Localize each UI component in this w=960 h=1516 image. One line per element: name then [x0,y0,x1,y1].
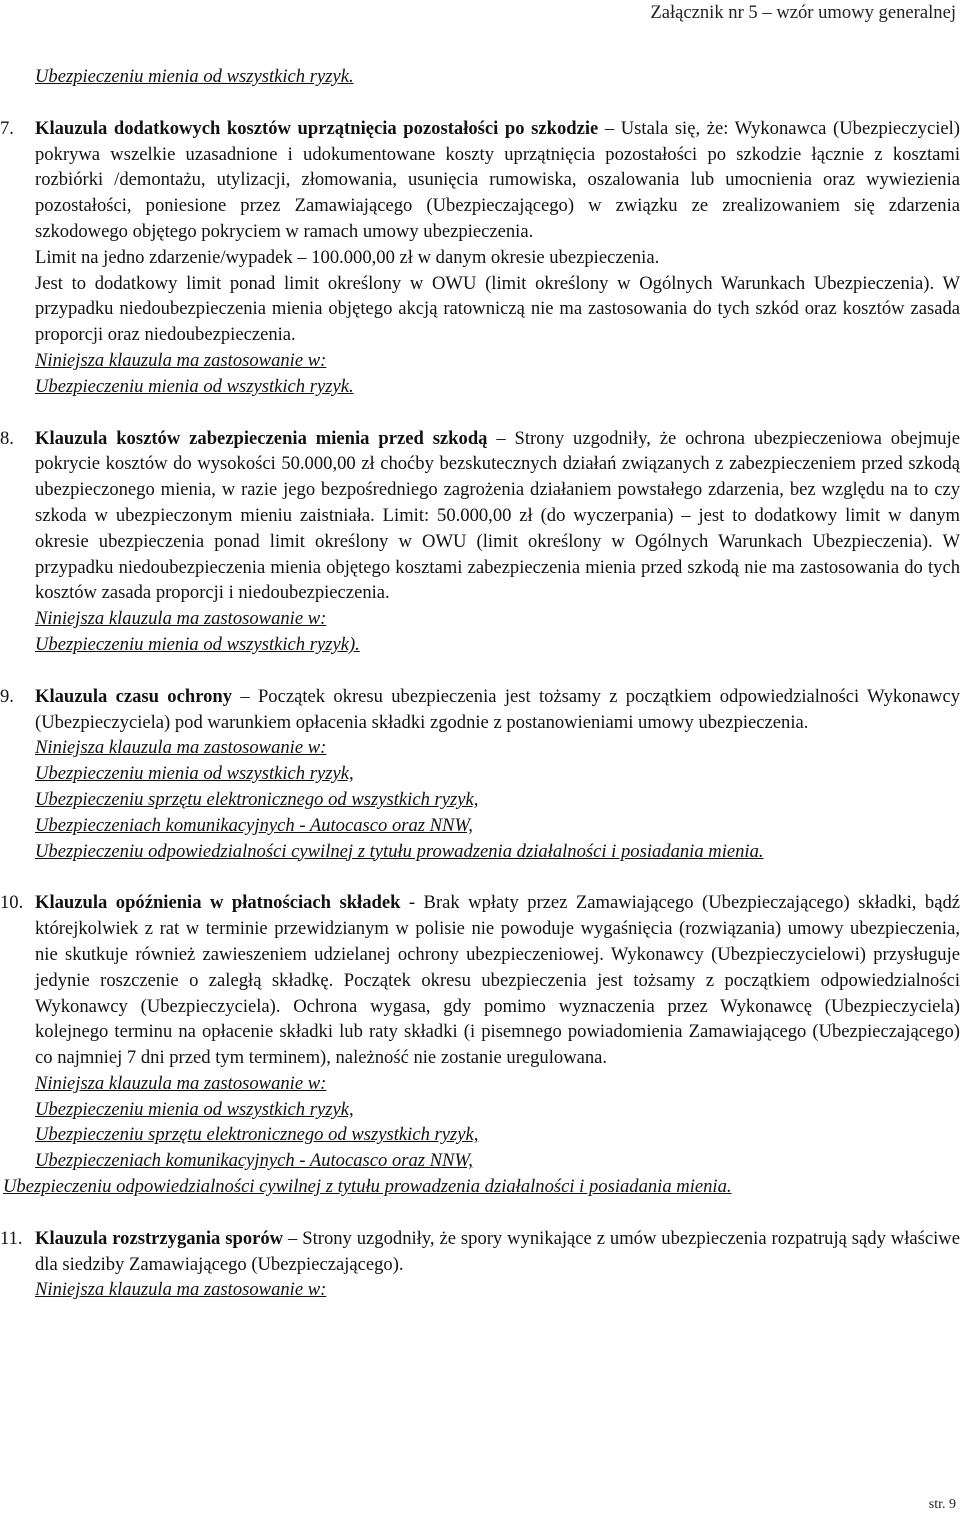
document-body [0,64,960,1303]
clause-title: Klauzula rozstrzygania sporów [35,1227,284,1249]
scope-line: Ubezpieczeniu mienia od wszystkich ryzyk. [35,66,354,87]
clause-limit: Limit na jedno zdarzenie/wypadek – 100.000,00 zł w danym okresie ubezpieczenia. [35,246,660,268]
applies-item: Ubezpieczeniu odpowiedzialności cywilnej z tytułu prowadzenia działalności i posiadania mienia. [3,1176,732,1198]
applies-heading: Niniejsza klauzula ma zastosowanie w: [35,1072,327,1094]
applies-item: Ubezpieczeniu mienia od wszystkich ryzyk. [35,375,354,397]
applies-heading: Niniejsza klauzula ma zastosowanie w: [35,737,327,759]
clause-text [35,426,960,607]
clause-title: Klauzula dodatkowych kosztów uprzątnięcia pozostałości po szkodzie [35,117,599,139]
clause-body: – Strony uzgodniły, że ochrona ubezpieczeniowa obejmuje pokrycie kosztów do wysokości 50.000,00 zł choćby bezskutecznych działań związanych z zabezpieczeniem przed szkodą ubezpieczonego mienia, w razie jego bezpośredniego zagrożenia działaniem powstałego zdarzenia, bez względu na to czy szkoda w ubezpieczonym mieniu zaistniała. Limit: 50.000,00 zł (do wyczerpania) – jest to dodatkowy limit w danym okresie ubezpieczenia ponad limit określony w OWU (limit określony w Ogólnych Warunkach Ubezpieczenia). W przypadku niedoubezpieczenia mienia objętego kosztami zabezpieczenia mienia przed szkodą nie ma zastosowania do tych kosztów zasada proporcji i niedoubezpieczenia. [35,427,960,604]
clause-8 [0,426,960,658]
applies-item: Ubezpieczeniu mienia od wszystkich ryzyk). [35,633,360,655]
applies-item: Ubezpieczeniu mienia od wszystkich ryzyk, [35,1098,354,1120]
clause-9 [0,684,960,865]
clause-text [35,684,960,736]
applies-item: Ubezpieczeniach komunikacyjnych - Autocasco oraz NNW, [35,814,473,836]
applies-item: Ubezpieczeniu sprzętu elektronicznego od wszystkich ryzyk, [35,788,479,810]
clause-number: 8. [0,427,14,449]
clause-text [35,1226,960,1278]
clause-body: – Strony uzgodniły, że spory wynikające z umów ubezpieczenia rozpatrują sądy właściwe dla siedziby Zamawiającego (Ubezpieczającego). [35,1227,960,1275]
clause-title: Klauzula czasu ochrony [35,685,233,707]
clause-7 [0,116,960,400]
clause-10 [0,890,960,1200]
clause-text [35,890,960,1071]
clause-extra: Jest to dodatkowy limit ponad limit określony w OWU (limit określony w Ogólnych Warunkach Ubezpieczenia). W przypadku niedoubezpieczenia mienia objętego akcją ratowniczą nie ma zastosowania do tych szkód oraz kosztów zasada proporcji oraz niedoubezpieczenia. [35,272,960,346]
clause-body: – Ustala się, że: Wykonawca (Ubezpieczyciel) pokrywa wszelkie uzasadnione i udokumentowane koszty uprzątnięcia pozostałości po szkodzie łącznie z kosztami rozbiórki /demontażu, utylizacji, złomowania, usunięcia rumowiska, oszalowania lub umocnienia oraz wywiezienia pozostałości, poniesione przez Zamawiającego (Ubezpieczającego) w związku ze zrealizowaniem się zdarzenia szkodowego objętego pokryciem w ramach umowy ubezpieczenia. [35,117,960,242]
applies-item: Ubezpieczeniach komunikacyjnych - Autocasco oraz NNW, [35,1150,473,1172]
clause-text [35,116,960,245]
page-header: Załącznik nr 5 – wzór umowy generalnej [650,2,956,23]
clause-title: Klauzula kosztów zabezpieczenia mienia przed szkodą [35,427,488,449]
applies-item: Ubezpieczeniu mienia od wszystkich ryzyk, [35,763,354,785]
applies-item: Ubezpieczeniu sprzętu elektronicznego od wszystkich ryzyk, [35,1124,479,1146]
applies-heading: Niniejsza klauzula ma zastosowanie w: [35,1279,327,1301]
applies-item: Ubezpieczeniu odpowiedzialności cywilnej z tytułu prowadzenia działalności i posiadania mienia. [35,840,764,862]
clause-number: 9. [0,685,14,707]
clause-number: 7. [0,117,14,139]
page-number: str. 9 [928,1497,956,1512]
clause-11 [0,1226,960,1303]
clause-body: – Początek okresu ubezpieczenia jest tożsamy z początkiem odpowiedzialności Wykonawcy (Ubezpieczyciela) pod warunkiem opłacenia składki zgodnie z postanowieniami umowy ubezpieczenia. [35,685,960,733]
applies-heading: Niniejsza klauzula ma zastosowanie w: [35,349,327,371]
clause-title: Klauzula opóźnienia w płatnościach składek [35,892,401,914]
clause-body: - Brak wpłaty przez Zamawiającego (Ubezpieczającego) składki, bądź którejkolwiek z rat w terminie przewidzianym w polisie nie powoduje wygaśnięcia (rozwiązania) umowy ubezpieczenia, nie skutkuje również zawieszeniem udzielanej ochrony ubezpieczeniowej. Wykonawcy (Ubezpieczycielowi) przysługuje jedynie roszczenie o zaległą składkę. Początek okresu ubezpieczenia jest tożsamy z początkiem odpowiedzialności Wykonawcy (Ubezpieczyciela). Ochrona wygasa, gdy pomimo wyznaczenia przez Wykonawcę (Ubezpieczyciela) kolejnego terminu na opłacenie składki lub raty składki (i pisemnego powiadomienia Zamawiającego (Ubezpieczającego) co najmniej 7 dni przed tym terminem), należność nie zostanie uregulowana. [35,892,960,1069]
applies-heading: Niniejsza klauzula ma zastosowanie w: [35,608,327,630]
clause-number: 10. [0,892,24,914]
clause-number: 11. [0,1227,23,1249]
